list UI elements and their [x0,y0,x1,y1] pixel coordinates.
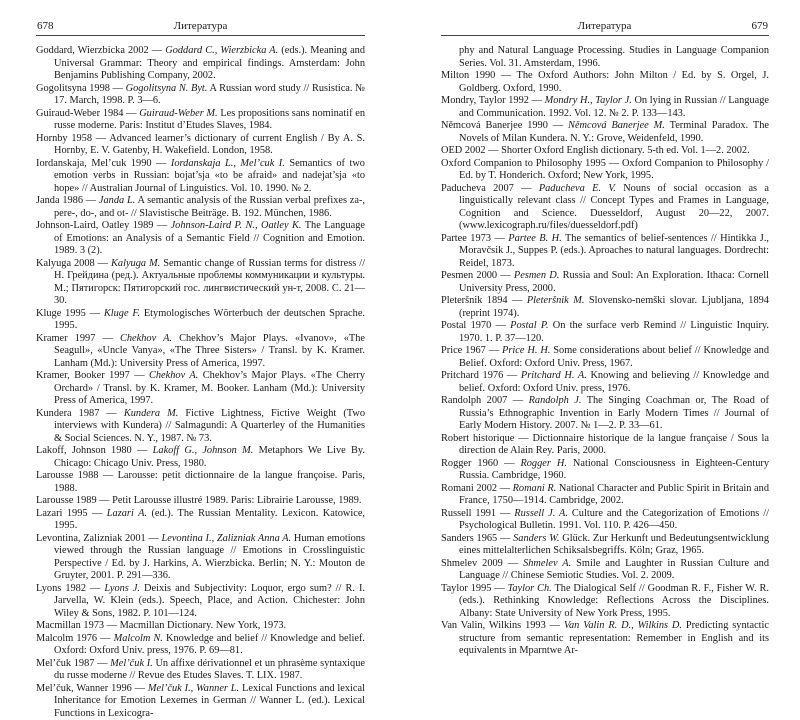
entry-text: Chekhov’s Major Plays. «The Cherry Orchard» / Transl. by K. Kramer, M. Booker. Lanham (Md.): University Press of America, 1997. [54,370,365,406]
entry-authors: Paducheva E. V. [539,183,616,194]
entry-key: Němcová Banerjee 1990 — [441,120,568,131]
entry-text: Semantics of two emotion verbs in Russian: bojat’sja «to be afraid» and nadejat’sja «to hope» // Australian Journal of Linguistics. Vol. 10. 1990. № 2. [54,158,365,194]
entry-key: Paducheva 2007 — [441,183,539,194]
entry-key: Lakoff, Johnson 1980 — [36,445,153,456]
entry-text: Larousse: petit dictionnaire de la langue françoise. Paris, 1988. [54,470,365,494]
bibliography-entry [441,295,769,320]
entry-key: Macmillan 1973 — [36,620,120,631]
header-rule [441,35,769,36]
bibliography-entry [36,370,365,408]
entry-key: Guiraud-Weber 1984 — [36,108,139,119]
entry-authors: Rogger H. [520,458,567,469]
bibliography-entry [36,445,365,470]
entry-authors: Partee B. H. [508,233,561,244]
bibliography-entry [36,583,365,621]
entry-text: Smile and Laughter in Russian Culture and Language // Chinese Semiotic Studies. Vol. 2. 2009. [459,558,769,582]
entry-text: Metaphors We Live By. Chicago: Chicago Univ. Press, 1980. [54,445,365,469]
entry-text: Slovensko-nemški slovar. Ljubljana, 1894 (reprint 1974). [459,295,769,319]
entry-text: Petit Larousse illustré 1989. Paris: Librairie Larousse, 1989. [112,495,361,506]
entry-authors: Russell J. A. [514,508,568,519]
entry-authors: Guiraud-Weber M. [139,108,217,119]
entry-authors: Johnson-Laird P. N., Oatley K. [171,220,302,231]
entry-text: The Language of Emotions: an Analysis of a Semantic Field // Cognition and Emotion. 1989. 3 (2). [54,220,365,256]
page-number: 678 [37,19,54,33]
entry-text: Glück. Zur Herkunft und Bedeutungsentwicklung eines mittelalterlichen Schiksalsbegriffs. Köln; Graz, 1965. [459,533,769,557]
entry-key: Pritchard 1976 — [441,370,521,381]
entry-key: Kalyuga 2008 — [36,258,111,269]
bibliography-entry [36,108,365,133]
bibliography-entry [36,220,365,258]
entry-key: Gogolitsyna 1998 — [36,83,126,94]
bibliography-entry [36,683,365,720]
entry-key: Levontina, Zalizniak 2001 — [36,533,161,544]
bibliography-entry [36,83,365,108]
continued-entry: phy and Natural Language Processing. Studies in Language Companion Series. Vol. 31. Amsterdam, 1996. [441,45,769,70]
entry-authors: Sanders W. [513,533,559,544]
entry-key: Shmelev 2009 — [441,558,523,569]
entry-key: Price 1967 — [441,345,502,356]
entry-key: Lyons 1982 — [36,583,104,594]
entry-key: Johnson-Laird, Oatley 1989 — [36,220,171,231]
bibliography-entry [441,70,769,95]
entry-key: Postal 1970 — [441,320,510,331]
entry-key: OED 2002 — [441,145,501,156]
entry-text: Russia and Soul: An Exploration. Ithaca: Cornell University Press, 2000. [459,270,769,294]
bibliography-entry [36,45,365,83]
entry-key: Pesmen 2000 — [441,270,514,281]
entry-text: Chekhov’s Major Plays. «Ivanov», «The Seagull», «Uncle Vanya», «The Three Sisters» / Transl. by K. Kramer. Lanham (Md.): University Press of America, 1997. [54,333,365,369]
entry-authors: Němcová Banerjee M. [568,120,665,131]
bibliography-entry [441,395,769,433]
bibliography-entry [441,345,769,370]
page-header [441,19,768,33]
bibliography-list [36,45,365,720]
entry-authors: Chekhov A. [120,333,172,344]
entry-authors: Kalyuga M. [111,258,160,269]
header-rule [36,35,365,36]
entry-authors: Taylor Ch. [508,583,552,594]
entry-text: National Character and Public Spirit in Britain and France, 1750—1914. Cambridge, 2002. [459,483,769,507]
bibliography-entry [36,508,365,533]
bibliography-entry [36,408,365,446]
entry-authors: Postal P. [510,320,548,331]
entry-key: Russell 1991 — [441,508,514,519]
entry-text: A Russian word study // Rusistica. № 17. March, 1998. P. 3—6. [54,83,365,107]
entry-key: Taylor 1995 — [441,583,508,594]
entry-authors: Janda L. [99,195,135,206]
bibliography-entry [36,533,365,583]
entry-key: Kundera 1987 — [36,408,124,419]
entry-key: Pleteršnik 1894 — [441,295,527,306]
bibliography-list [441,45,769,658]
entry-text: Deixis and Subjectivity: Loquor, ergo sum? // R. I. Jarvella, W. Klein (eds.). Speech, Place, and Action. Chichester: John Wiley & Sons, 1982. P. 101—124. [54,583,365,619]
bibliography-entry [441,583,769,621]
entry-authors: Pleteršnik M. [527,295,585,306]
entry-authors: Lakoff G., Johnson M. [153,445,254,456]
entry-key: Kramer, Booker 1997 — [36,370,149,381]
entry-key: Mel’čuk, Wanner 1996 — [36,683,148,694]
entry-authors: Pesmen D. [514,270,559,281]
bibliography-entry [36,333,365,371]
bibliography-entry [441,458,769,483]
entry-text: A semantic analysis of the Russian verbal prefixes za-, pere-, do-, and ot- // Slavistische Beiträge. B. 192. München, 1986. [54,195,365,219]
entry-key: Partee 1973 — [441,233,508,244]
entry-text: Lexical Functions and lexical Inheritance for Emotion Lexemes in German // Wanner L. (ed.). Lexical Functions in Lexicogra- [54,683,365,719]
entry-text: National Consciousness in Eighteen-Century Russia. Cambridge, 1960. [459,458,769,482]
page-header [37,19,364,33]
entry-text: Un affixe dérivationnel et un phrasème syntaxique du russe moderne // Revue des Etudes Slaves. T. LIX. 1987. [54,658,365,682]
entry-authors: Romani R. [513,483,557,494]
entry-text: Terminal Paradox. The Novels of Milan Kundera. N. Y.: Grove, Weidenfeld, 1990. [459,120,769,144]
entry-key: Randolph 2007 — [441,395,529,406]
entry-authors: Lyons J. [104,583,140,594]
entry-key: Kluge 1995 — [36,308,104,319]
entry-text: Human emotions viewed through the Russian language // Emotions in Crosslinguistic Perspective / Ed. by J. Harkins, A. Wierzbicka. Berlin; N. Y.: Mouton de Gruyter, 2001. P. 291—336. [54,533,365,582]
entry-key: Mondry, Taylor 1992 — [441,95,545,106]
entry-key: Hornby 1958 — [36,133,109,144]
bibliography-entry [36,620,365,633]
entry-authors: Price H. H. [502,345,550,356]
entry-key: Mel’čuk 1987 — [36,658,110,669]
entry-key: Malcolm 1976 — [36,633,114,644]
bibliography-entry [36,658,365,683]
entry-text: Advanced learner’s dictionary of current English / By A. S. Hornby, E. V. Gatenby, H. Wakefield. London, 1958. [54,133,365,157]
entry-text: Some considerations about belief // Knowledge and Belief. Oxford: Oxford Univ. Press, 1967. [459,345,769,369]
entry-text: Predicting syntactic structure from semantic representation: Remember in English and its equivalents in Mparntwe Ar- [459,620,769,656]
entry-text: On lying in Russian // Language and Communication. 1992. Vol. 12. № 2. P. 133—143. [459,95,769,119]
entry-text: The Singing Coachman or, The Road of Russia’s Ethnographic Invention in Early Modern Times // Journal of Early Modern History. 2007. № 1—2. P. 33—61. [459,395,769,431]
entry-key: Janda 1986 — [36,195,99,206]
bibliography-entry [36,308,365,333]
entry-text: Semantic change of Russian terms for distress // Н. Грейдина (ред.). Актуальные проблемы коммуникации и культуры. М.; Пятигорск: Пятигорский гос. лингвистический ун-т, 2008. С. 21—30. [54,258,365,307]
entry-text: Oxford Companion to Philosophy / Ed. by T. Honderich. Oxford; New York, 1995. [459,158,769,182]
bibliography-entry [441,95,769,120]
entry-key: Milton 1990 — [441,70,517,81]
entry-authors: Malcolm N. [114,633,163,644]
entry-authors: Iordanskaja L., Mel’cuk I. [171,158,285,169]
entry-text: Shorter Oxford English dictionary. 5-th ed. Vol. 1—2. 2002. [501,145,750,156]
entry-key: Lazari 1995 — [36,508,107,519]
entry-key: Oxford Companion to Philosophy 1995 — [441,158,622,169]
entry-text: The Oxford Authors: John Milton / Ed. by S. Orgel, J. Goldberg. Oxford, 1990. [459,70,769,94]
entry-text: The Dialogical Self // Goodman R. F., Fisher W. R. (eds.). Rethinking Knowledge: Reflections Across the Disciplines. Albany: State University of New York Press, 1995. [459,583,769,619]
entry-text: Macmillan Dictionary. New York, 1973. [120,620,287,631]
bibliography-entry [441,158,769,183]
entry-authors: Kluge F. [104,308,140,319]
bibliography-entry [441,233,769,271]
entry-authors: Mondry H., Taylor J. [545,95,632,106]
bibliography-entry [441,508,769,533]
bibliography-entry [441,183,769,233]
entry-text: Les propositions sans nominatif en russe moderne. Paris: Institut d’Etudes Slaves, 1984. [54,108,365,132]
entry-authors: Shmelev A. [523,558,571,569]
left-page [0,0,400,556]
entry-key: Goddard, Wierzbicka 2002 — [36,45,165,56]
entry-text: Knowledge and belief // Knowledge and belief. Oxford: Oxford Univ. press, 1976. P. 69—81. [54,633,365,657]
entry-key: Sanders 1965 — [441,533,513,544]
entry-authors: Van Valin R. D., Wilkins D. [564,620,682,631]
running-title: Литература [441,19,768,33]
entry-authors: Gogolitsyna N. Byt. [126,83,208,94]
bibliography-entry [441,433,769,458]
entry-key: Rogger 1960 — [441,458,520,469]
entry-text: Dictionnaire historique de la langue française / Sous la direction de Alain Rey. Paris, 2000. [459,433,769,457]
bibliography-entry [441,145,769,158]
entry-text: (ed.). The Russian Mentality. Lexicon. Katowice, 1995. [54,508,365,532]
entry-authors: Pritchard H. A. [521,370,587,381]
entry-authors: Mel’čuk I. [110,658,153,669]
entry-text: Fictive Lightness, Fictive Weight (Two interviews with Kundera) // Salmagundi: A Quarterley of the Humanities & Social Sciences. N. Y., 1987. № 73. [54,408,365,444]
running-title: Литература [37,19,364,33]
bibliography-entry [441,270,769,295]
entry-authors: Mel’čuk I., Wanner L. [148,683,239,694]
bibliography-entry [36,470,365,495]
entry-key: Larousse 1988 — [36,470,118,481]
page-number: 679 [752,19,769,33]
entry-key: Larousse 1989 — [36,495,112,506]
bibliography-entry [36,495,365,508]
entry-text: Knowing and believing // Knowledge and belief. Oxford: Oxford Univ. press, 1976. [459,370,769,394]
entry-text: (eds.). Meaning and Universal Grammar: Theory and empirical findings. Amsterdam: John Benjamins Publishing Company, 2002. [54,45,365,81]
bibliography-entry [441,320,769,345]
bibliography-entry [441,370,769,395]
entry-key: Romani 2002 — [441,483,513,494]
bibliography-entry [36,633,365,658]
bibliography-entry [36,195,365,220]
entry-text: The semantics of belief-sentences // Hintikka J., Moravčsik J., Suppes P. (eds.). Aproaches to natural languages. Dordrecht: Reidel, 1873. [459,233,769,269]
entry-authors: Randolph J. [529,395,582,406]
entry-key: Kramer 1997 — [36,333,120,344]
bibliography-entry [441,483,769,508]
entry-text: Nouns of social occasion as a linguistically relevant class // Concept Types and Frames in Language, Cognition and Science. Duesseldorf, August 20—22, 2007. (www.lexicograph.ru/files/duesseldorf.pdf) [459,183,769,232]
entry-key: Van Valin, Wilkins 1993 — [441,620,564,631]
right-page [400,0,800,556]
bibliography-entry [36,133,365,158]
entry-authors: Levontina I., Zalizniak Anna A. [161,533,291,544]
bibliography-entry [36,158,365,196]
entry-key: Iordanskaja, Mel’cuk 1990 — [36,158,171,169]
bibliography-entry [441,533,769,558]
entry-key: Robert historique — [441,433,532,444]
entry-text: On the surface verb Remind // Linguistic Inquiry. 1970. 1. P. 37—120. [459,320,769,344]
entry-authors: Kundera M. [124,408,178,419]
entry-text: Culture and the Categorization of Emotions // Psychological Bulletin. 1991. Vol. 110. P. 426—450. [459,508,769,532]
bibliography-entry [441,120,769,145]
bibliography-entry [441,620,769,658]
bibliography-entry [441,558,769,583]
entry-authors: Chekhov A. [149,370,198,381]
bibliography-entry [36,258,365,308]
entry-text: Etymologisches Wörterbuch der deutschen Sprache. 1995. [54,308,365,332]
entry-authors: Goddard C., Wierzbicka A. [165,45,278,56]
entry-authors: Lazari A. [107,508,147,519]
